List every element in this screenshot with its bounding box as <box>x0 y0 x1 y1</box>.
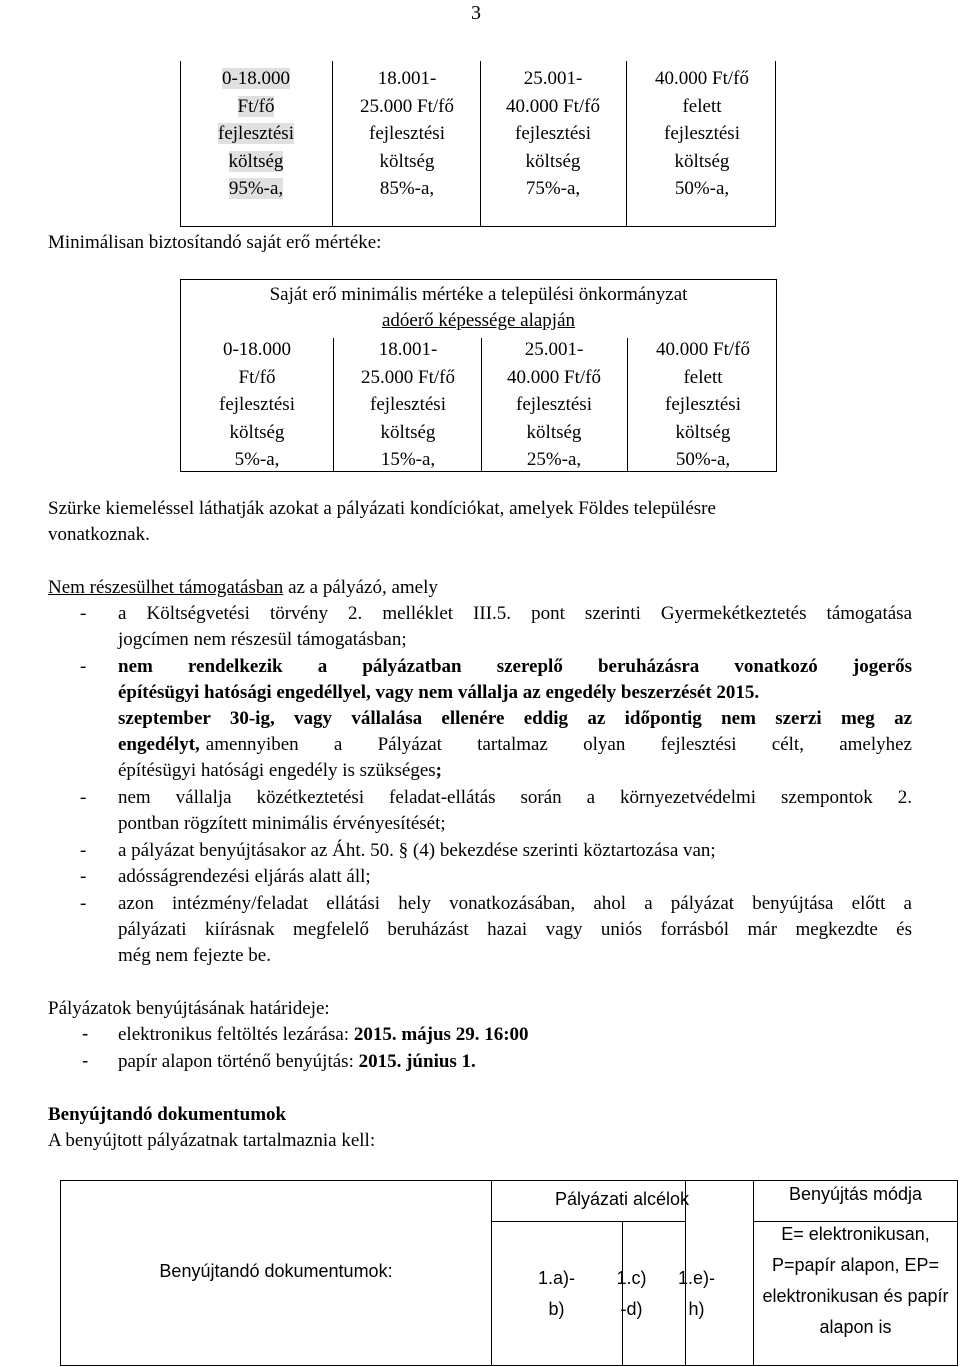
exclusion-item-2-line2: építésügyi hatósági engedéllyel, vagy nem vállalja az engedély beszerzését 2015. <box>118 682 760 703</box>
share-cell-1: 0-18.000 Ft/fő fejlesztési költség 5%-a, <box>219 339 295 470</box>
documents-subtitle: A benyújtott pályázatnak tartalmaznia kell: <box>48 1130 376 1151</box>
documents-table <box>60 1180 958 1366</box>
page-number: 3 <box>471 2 481 24</box>
exclusion-item-3-cont: pontban rögzített minimális érvényesítését; <box>118 813 446 834</box>
exclusion-item-5: - adósságrendezési eljárás alatt áll; <box>80 866 371 887</box>
subgoal-e-h: 1.e)- h) <box>677 1268 715 1319</box>
own-share-table <box>180 279 777 472</box>
documents-title: Benyújtandó dokumentumok <box>48 1104 287 1125</box>
exclusion-item-2: - nem rendelkezik a pályázatban szereplő beruházásra vonatkozó jogerős <box>80 656 912 677</box>
documents-column-label: Benyújtandó dokumentumok: <box>159 1261 393 1281</box>
exclusion-item-2-line5: építésügyi hatósági engedély is szükséges; <box>118 760 442 781</box>
share-cell-4: 40.000 Ft/fő felett fejlesztési költség 50%-a, <box>656 339 750 470</box>
exclusion-item-2-line4: engedélyt, amennyiben a Pályázat tartalmaz olyan fejlesztési célt, amelyhez <box>118 734 912 755</box>
exclusion-item-2-line3: szeptember 30-ig, vagy vállalása ellenére eddig az időpontig nem szerzi meg az <box>118 708 912 729</box>
grey-note-line1: Szürke kiemeléssel láthatják azokat a pályázati kondíciókat, amelyek Földes településre <box>48 498 716 519</box>
share-cell-3: 25.001- 40.000 Ft/fő fejlesztési költség 25%-a, <box>507 339 601 470</box>
share-cell-2: 18.001- 25.000 Ft/fő fejlesztési költség 15%-a, <box>361 339 455 470</box>
exclusion-item-3: - nem vállalja közétkeztetési feladat-ellátás során a környezetvédelmi szempontok 2. <box>80 787 912 808</box>
own-share-label: Minimálisan biztosítandó saját erő mértéke: <box>48 232 382 253</box>
grey-note-line2: vonatkoznak. <box>48 524 150 545</box>
rate-cell-3: 25.001- 40.000 Ft/fő fejlesztési költség 75%-a, <box>506 68 600 199</box>
deadline-item-1: - elektronikus feltöltés lezárása: 2015. május 29. 16:00 <box>82 1024 529 1045</box>
rate-cell-2: 18.001- 25.000 Ft/fő fejlesztési költség 85%-a, <box>360 68 454 199</box>
own-share-table-header: Saját erő minimális mértéke a települési önkormányzat adóerő képessége alapján <box>269 284 688 331</box>
rate-cell-1: 0-18.000 Ft/fő fejlesztési költség 95%-a, <box>218 68 294 199</box>
subgoal-a-b: 1.a)- b) <box>537 1268 575 1319</box>
rate-cell-4: 40.000 Ft/fő felett fejlesztési költség 50%-a, <box>655 68 749 199</box>
exclusion-item-6-line2: pályázati kiírásnak megfelelő beruházást hazai vagy uniós forrásból már megkezdte és <box>118 919 912 940</box>
subgoal-c-d: 1.c) -d) <box>616 1268 647 1319</box>
exclusion-item-6: - azon intézmény/feladat ellátási hely vonatkozásában, ahol a pályázat benyújtása előtt a <box>80 893 912 914</box>
submission-mode-legend: E= elektronikusan, P=papír alapon, EP= elektronikusan és papír alapon is <box>762 1224 949 1337</box>
exclusion-intro: Nem részesülhet támogatásban az a pályázó, amely <box>48 577 438 598</box>
exclusion-item-6-line3: még nem fejezte be. <box>118 945 271 966</box>
exclusion-item-1: - a Költségvetési törvény 2. melléklet III.5. pont szerinti Gyermekétkeztetés támogatása <box>80 603 912 624</box>
exclusion-item-4: - a pályázat benyújtásakor az Áht. 50. § (4) bekezdése szerinti köztartozása van; <box>80 840 716 861</box>
deadline-title: Pályázatok benyújtásának határideje: <box>48 998 330 1019</box>
deadline-item-2: - papír alapon történő benyújtás: 2015. június 1. <box>82 1051 476 1072</box>
support-rate-table <box>180 61 776 227</box>
subgoals-header: Pályázati alcélok <box>554 1189 690 1209</box>
submission-mode-header: Benyújtás módja <box>788 1184 923 1204</box>
exclusion-item-1-cont: jogcímen nem részesül támogatásban; <box>118 629 407 650</box>
